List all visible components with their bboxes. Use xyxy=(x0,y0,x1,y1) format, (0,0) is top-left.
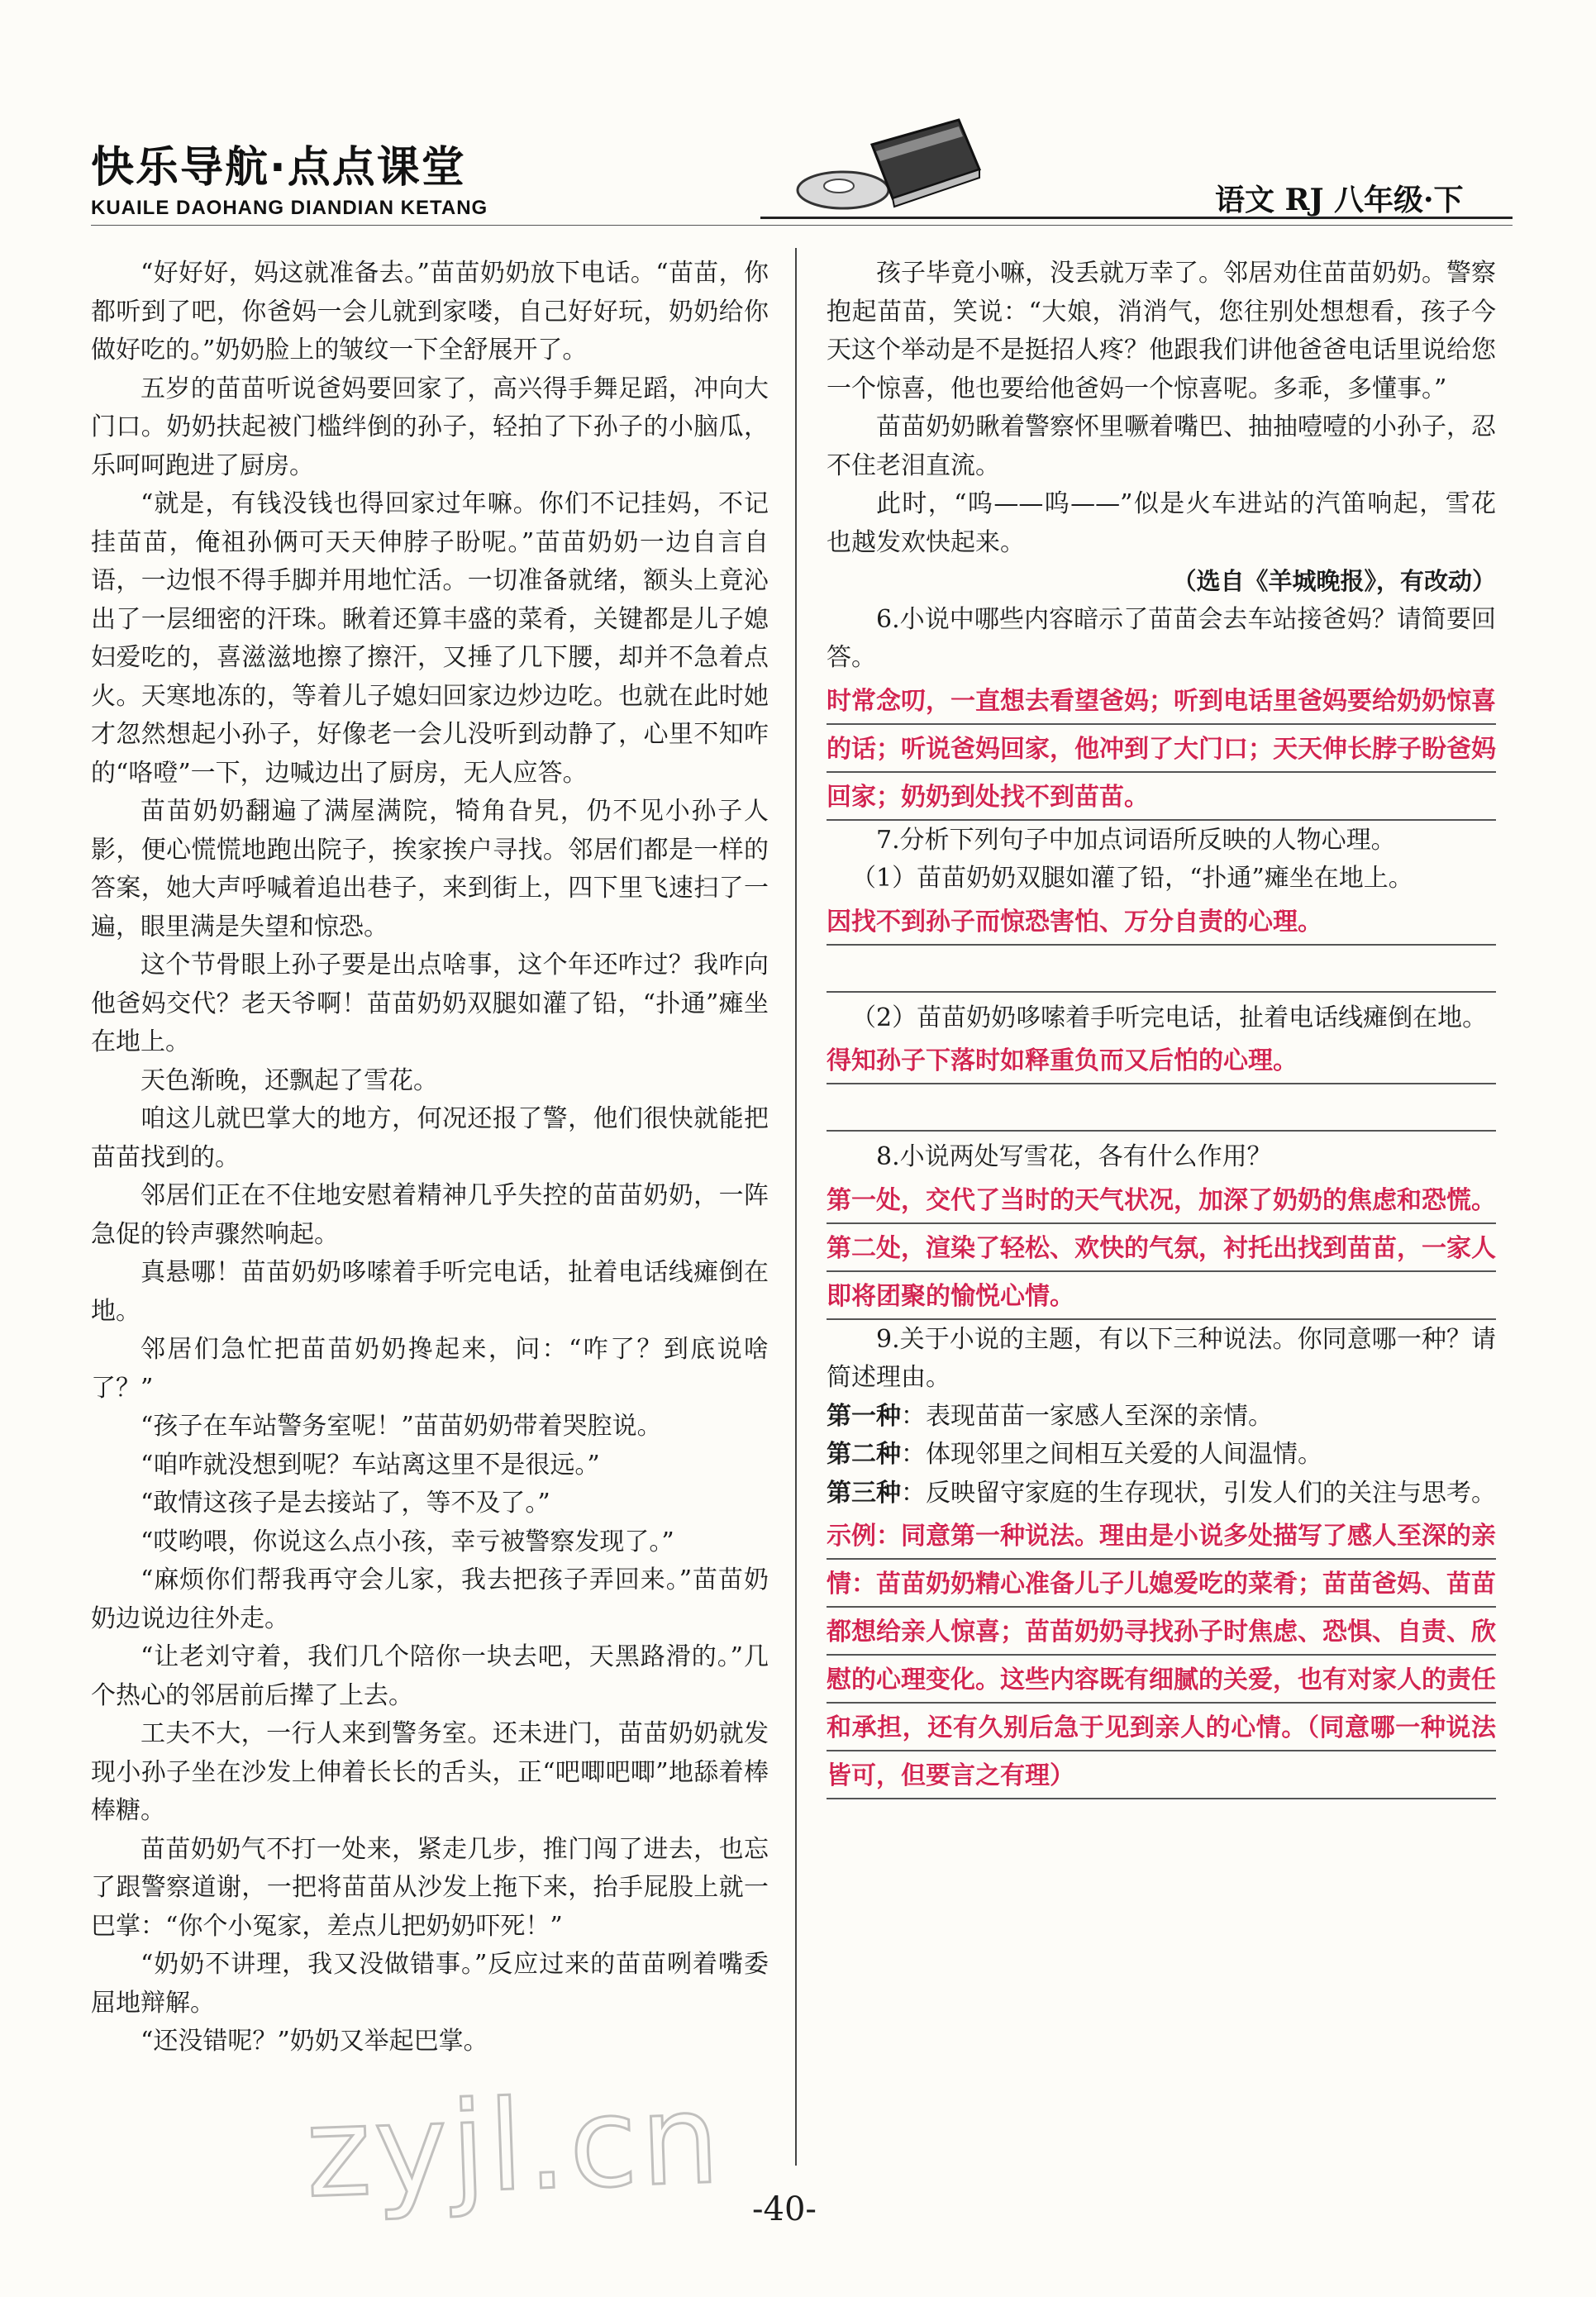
book-mouse-icon xyxy=(793,112,984,219)
question-6: 6.小说中哪些内容暗示了苗苗会去车站接爸妈？请简要回答。 xyxy=(827,604,1496,672)
story-paragraph: 邻居们正在不住地安慰着精神几乎失控的苗苗奶奶，一阵急促的铃声骤然响起。 xyxy=(91,1181,769,1249)
answer-7-1: 因找不到孙子而惊恐害怕、万分自责的心理。 xyxy=(827,898,1496,946)
story-paragraph: “让老刘守着，我们几个陪你一块去吧，天黑路滑的。”几个热心的邻居前后撵了上去。 xyxy=(91,1642,769,1710)
story-paragraph: “奶奶不讲理，我又没做错事。”反应过来的苗苗咧着嘴委屈地辩解。 xyxy=(91,1950,769,2018)
story-paragraph: 孩子毕竟小嘛，没丢就万幸了。邻居劝住苗苗奶奶。警察抱起苗苗，笑说：“大娘，消消气，您往别处想想看，孩子今天这个举动是不是挺招人疼？他跟我们讲他爸爸电话里说给您一个惊喜，他也要给他爸妈一个惊喜呢。多乖，多懂事。” xyxy=(827,259,1496,403)
story-paragraph: “就是，有钱没钱也得回家过年嘛。你们不记挂妈，不记挂苗苗，俺祖孙俩可天天伸脖子盼呢。”苗苗奶奶一边自言自语，一边恨不得手脚并用地忙活。一切准备就绪，额头上竟沁出了一层细密的汗珠。瞅着还算丰盛的菜肴，关键都是儿子媳妇爱吃的，喜滋滋地擦了擦汗，又捶了几下腰，却并不急着点火。天寒地冻的，等着儿子媳妇回家边炒边吃。也就在此时她才忽然想起小孙子，好像老一会儿没听到动静了，心里不知咋的“咯噔”一下，边喊边出了厨房，无人应答。 xyxy=(91,489,769,788)
column-divider xyxy=(795,248,797,2166)
source-citation: （选自《羊城晚报》，有改动） xyxy=(1172,567,1496,595)
question-7-sub-2: （2）苗苗奶奶哆嗦着手听完电话，扯着电话线瘫倒在地。 xyxy=(851,1003,1488,1032)
story-paragraph: “敢情这孩子是去接站了，等不及了。” xyxy=(141,1489,550,1518)
option-3-text: ：反映留守家庭的生存现状，引发人们的关注与思考。 xyxy=(901,1478,1496,1508)
story-paragraph: 工夫不大，一行人来到警务室。还未进门，苗苗奶奶就发现小孙子坐在沙发上伸着长长的舌头，正“吧唧吧唧”地舔着棒棒糖。 xyxy=(91,1719,769,1825)
story-left-column xyxy=(91,255,769,2061)
header-rule-thin xyxy=(91,225,1513,226)
story-paragraph: 真悬哪！苗苗奶奶哆嗦着手听完电话，扯着电话线瘫倒在地。 xyxy=(91,1258,769,1326)
brand-pinyin: KUAILE DAOHANG DIANDIAN KETANG xyxy=(91,197,488,219)
watermark: zyjl.cn xyxy=(303,2067,725,2226)
answer-6: 时常念叨，一直想去看望爸妈；听到电话里爸妈要给奶奶惊喜的话；听说爸妈回家，他冲到了大门口；天天伸长脖子盼爸妈回家；奶奶到处找不到苗苗。 xyxy=(827,678,1496,822)
story-paragraph: “好好好，妈这就准备去。”苗苗奶奶放下电话。“苗苗，你都听到了吧，你爸妈一会儿就到家喽，自己好好玩，奶奶给你做好吃的。”奶奶脸上的皱纹一下全舒展开了。 xyxy=(91,259,769,365)
story-paragraph: “孩子在车站警务室呢！”苗苗奶奶带着哭腔说。 xyxy=(141,1412,662,1441)
question-8: 8.小说两处写雪花，各有什么作用？ xyxy=(876,1142,1272,1171)
story-paragraph: 苗苗奶奶瞅着警察怀里噘着嘴巴、抽抽噎噎的小孙子，忍不住老泪直流。 xyxy=(827,412,1496,480)
question-7-sub-1: （1）苗苗奶奶双腿如灌了铅，“扑通”瘫坐在地上。 xyxy=(851,864,1413,893)
question-7: 7.分析下列句子中加点词语所反映的人物心理。 xyxy=(876,825,1396,855)
questions-right-column xyxy=(827,255,1496,1800)
story-paragraph: 此时，“呜——呜——”似是火车进站的汽笛响起，雪花也越发欢快起来。 xyxy=(827,489,1496,557)
page-header xyxy=(0,0,1596,248)
answer-8: 第一处，交代了当时的天气状况，加深了奶奶的焦虑和恐慌。第二处，渲染了轻松、欢快的气氛，衬托出找到苗苗，一家人即将团聚的愉悦心情。 xyxy=(827,1177,1496,1321)
page-number: -40- xyxy=(752,2190,817,2228)
option-1-label: 第一种 xyxy=(827,1401,901,1431)
option-3-label: 第三种 xyxy=(827,1478,901,1508)
option-1-text: ：表现苗苗一家感人至深的亲情。 xyxy=(901,1401,1273,1431)
story-paragraph: “咱咋就没想到呢？车站离这里不是很远。” xyxy=(141,1450,600,1480)
story-paragraph: 这个节骨眼上孙子要是出点啥事，这个年还咋过？我咋向他爸妈交代？老天爷啊！苗苗奶奶双腿如灌了铅，“扑通”瘫坐在地上。 xyxy=(91,951,769,1056)
option-2-text: ：体现邻里之间相互关爱的人间温情。 xyxy=(901,1440,1322,1469)
brand-title: 快乐导航·点点课堂 xyxy=(91,143,466,193)
answer-blank-line xyxy=(827,946,1496,993)
story-paragraph: “还没错呢？”奶奶又举起巴掌。 xyxy=(141,2027,488,2056)
answer-blank-line xyxy=(827,1085,1496,1132)
subject-label: 语文 RJ 八年级·下 xyxy=(1215,183,1464,217)
answer-7-2: 得知孙子下落时如释重负而又后怕的心理。 xyxy=(827,1037,1496,1085)
option-2-label: 第二种 xyxy=(827,1440,901,1469)
story-paragraph: 苗苗奶奶翻遍了满屋满院，犄角旮旯，仍不见小孙子人影，便心慌慌地跑出院子，挨家挨户寻找。邻居们都是一样的答案，她大声呼喊着追出巷子，来到街上，四下里飞速扫了一遍，眼里满是失望和惊恐。 xyxy=(91,797,769,941)
story-paragraph: 咱这儿就巴掌大的地方，何况还报了警，他们很快就能把苗苗找到的。 xyxy=(91,1104,769,1172)
story-paragraph: “麻烦你们帮我再守会儿家，我去把孩子弄回来。”苗苗奶奶边说边往外走。 xyxy=(91,1565,769,1633)
story-paragraph: 苗苗奶奶气不打一处来，紧走几步，推门闯了进去，也忘了跟警察道谢，一把将苗苗从沙发上拖下来，抬手屁股上就一巴掌：“你个小冤家，差点儿把奶奶吓死！” xyxy=(91,1834,769,1941)
option-1 xyxy=(827,1398,1496,1437)
story-paragraph: 邻居们急忙把苗苗奶奶搀起来，问：“咋了？到底说啥了？” xyxy=(91,1335,769,1403)
question-9: 9.关于小说的主题，有以下三种说法。你同意哪一种？请简述理由。 xyxy=(827,1324,1496,1392)
story-paragraph: 天色渐晚，还飘起了雪花。 xyxy=(141,1065,438,1095)
answer-9: 示例：同意第一种说法。理由是小说多处描写了感人至深的亲情：苗苗奶奶精心准备儿子儿媳爱吃的菜肴；苗苗爸妈、苗苗都想给亲人惊喜；苗苗奶奶寻找孙子时焦虑、恐惧、自责、欣慰的心理变化。这些内容既有细腻的关爱，也有对家人的责任和承担，还有久别后急于见到亲人的心情。（同意哪一种说法皆可，但要言之有理） xyxy=(827,1513,1496,1800)
story-paragraph: “哎哟喂，你说这么点小孩，幸亏被警察发现了。” xyxy=(141,1527,674,1556)
story-paragraph: 五岁的苗苗听说爸妈要回家了，高兴得手舞足蹈，冲向大门口。奶奶扶起被门槛绊倒的孙子，轻拍了下孙子的小脑瓜，乐呵呵跑进了厨房。 xyxy=(91,374,769,480)
option-2 xyxy=(827,1436,1496,1475)
option-3 xyxy=(827,1475,1496,1513)
